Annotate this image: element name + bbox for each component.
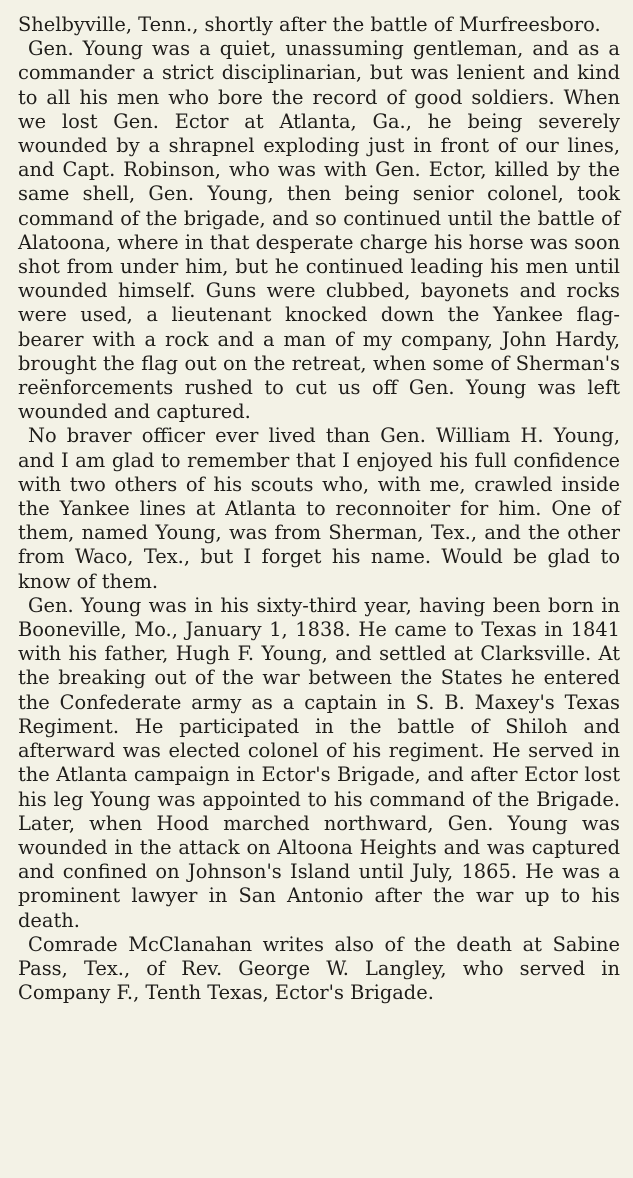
paragraph-langley: Comrade McClanahan writes also of the death at Sabine Pass, Tex., of Rev. George W. Langley, who served in Company F., Tenth Texas, Ector's Brigade. xyxy=(18,932,620,1005)
paragraph-biography: Gen. Young was in his sixty-third year, having been born in Booneville, Mo., January 1, 1838. He came to Texas in 1841 with his father, Hugh F. Young, and settled at Clarksville. At the breaking out of the war between the States he entered the Confederate army as a captain in S. B. Maxey's Texas Regiment. He participated in the battle of Shiloh and afterward was elected colonel of his regiment. He served in the Atlanta campaign in Ector's Brigade, and after Ector lost his leg Young was appointed to his command of the Brigade. Later, when Hood marched northward, Gen. Young was wounded in the attack on Altoona Heights and was captured and confined on Johnson's Island until July, 1865. He was a prominent lawyer in San Antonio after the war up to his death. xyxy=(18,593,620,932)
paragraph-continued: Shelbyville, Tenn., shortly after the battle of Murfreesboro. xyxy=(18,13,601,36)
article-column xyxy=(18,0,620,1005)
paragraph-braver-officer: No braver officer ever lived than Gen. William H. Young, and I am glad to remember that I enjoyed his full confidence with two others of his scouts who, with me, crawled inside the Yankee lines at Atlanta to reconnoiter for him. One of them, named Young, was from Sherman, Tex., and the other from Waco, Tex., but I forget his name. Would be glad to know of them. xyxy=(18,424,620,593)
paragraph-gen-young-character: Gen. Young was a quiet, unassuming gentleman, and as a commander a strict disciplinarian, but was lenient and kind to all his men who bore the record of good soldiers. When we lost Gen. Ector at Atlanta, Ga., he being severely wounded by a shrapnel exploding just in front of our lines, and Capt. Robinson, who was with Gen. Ector, killed by the same shell, Gen. Young, then being senior colonel, took command of the brigade, and so continued until the battle of Alatoona, where in that desperate charge his horse was soon shot from under him, but he continued leading his men until wounded himself. Guns were clubbed, bayonets and rocks were used, a lieutenant knocked down the Yankee flag-bearer with a rock and a man of my company, John Hardy, brought the flag out on the retreat, when some of Sherman's reënforcements rushed to cut us off Gen. Young was left wounded and captured. xyxy=(18,37,620,424)
